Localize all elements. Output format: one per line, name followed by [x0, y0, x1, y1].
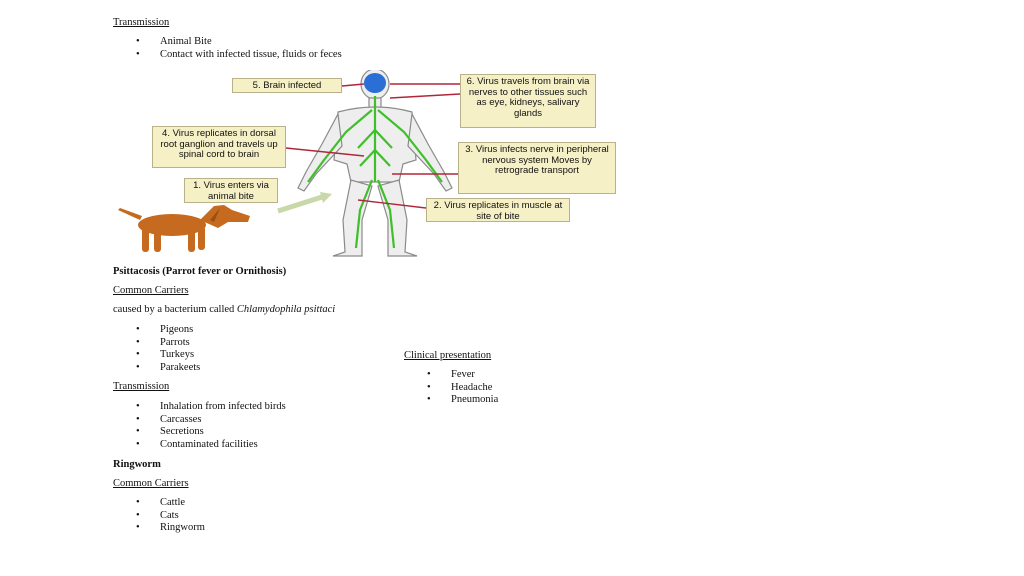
- list-item: • Cats: [136, 509, 179, 521]
- bullet-icon: •: [136, 36, 140, 47]
- bullet-icon: •: [136, 497, 140, 508]
- brain-highlight: [364, 73, 386, 93]
- clinical-presentation-heading: Clinical presentation: [404, 350, 492, 361]
- list-item: • Cattle: [136, 497, 186, 508]
- list-item: • Animal Bite: [136, 36, 212, 47]
- bullet-icon: •: [136, 426, 140, 437]
- callout-virus-replicates-ganglion: 4. Virus replicates in dorsal root ganglion and travels up spinal cord to brain: [152, 126, 286, 168]
- ringworm-carriers-list: [136, 497, 205, 535]
- list-item: • Secretions: [136, 426, 204, 437]
- bullet-icon: •: [136, 336, 140, 348]
- dog-illustration: [118, 205, 250, 252]
- bullet-icon: •: [136, 522, 140, 533]
- psittacosis-carriers-list: [136, 324, 200, 374]
- bullet-icon: •: [427, 369, 431, 380]
- bullet-icon: •: [136, 413, 140, 425]
- ringworm-carriers-heading: Common Carriers: [113, 478, 189, 489]
- nervous-system-lines: [308, 96, 442, 248]
- callout-virus-enters-bite: 1. Virus enters via animal bite: [184, 178, 278, 203]
- organism-name: Chlamydophila psittaci: [236, 304, 336, 315]
- psittacosis-cause: caused by a bacterium called Chlamydophila psittaci: [113, 304, 336, 315]
- list-item: • Pigeons: [136, 324, 194, 335]
- bullet-icon: •: [136, 349, 140, 360]
- list-item: • Parrots: [136, 336, 190, 348]
- list-item: • Contact with infected tissue, fluids or feces: [136, 48, 342, 60]
- psittacosis-carriers-heading: Common Carriers: [113, 285, 189, 296]
- psittacosis-transmission-list: [136, 401, 286, 451]
- ringworm-heading: Ringworm: [113, 459, 161, 470]
- callout-brain-infected: 5. Brain infected: [232, 78, 342, 93]
- bullet-icon: •: [427, 394, 431, 405]
- rabies-transmission-heading: Transmission: [113, 17, 170, 28]
- psittacosis-heading: Psittacosis (Parrot fever or Ornithosis): [113, 266, 287, 277]
- list-item: • Contaminated facilities: [136, 438, 258, 450]
- list-item: • Inhalation from infected birds: [136, 401, 286, 412]
- list-item: • Parakeets: [136, 361, 201, 373]
- bullet-icon: •: [136, 401, 140, 412]
- list-item: • Carcasses: [136, 413, 202, 425]
- list-item: • Headache: [427, 381, 493, 393]
- bullet-icon: •: [136, 48, 140, 60]
- bullet-icon: •: [427, 381, 431, 393]
- rabies-transmission-list: [136, 36, 342, 61]
- rabies-pathway-diagram: [110, 70, 625, 260]
- psittacosis-transmission-heading: Transmission: [113, 381, 170, 392]
- callout-peripheral-nervous-system: 3. Virus infects nerve in peripheral nervous system Moves by retrograde transport: [458, 142, 616, 194]
- bullet-icon: •: [136, 361, 140, 373]
- bullet-icon: •: [136, 509, 140, 521]
- list-item: • Turkeys: [136, 349, 195, 360]
- bullet-icon: •: [136, 324, 140, 335]
- list-item: • Pneumonia: [427, 394, 499, 405]
- clinical-presentation-list: [427, 369, 498, 407]
- bullet-icon: •: [136, 438, 140, 450]
- callout-virus-travels-from-brain: 6. Virus travels from brain via nerves to other tissues such as eye, kidneys, salivary glands: [460, 74, 596, 128]
- list-item: • Ringworm: [136, 522, 205, 533]
- list-item: • Fever: [427, 369, 475, 380]
- callout-muscle-replication: 2. Virus replicates in muscle at site of bite: [426, 198, 570, 222]
